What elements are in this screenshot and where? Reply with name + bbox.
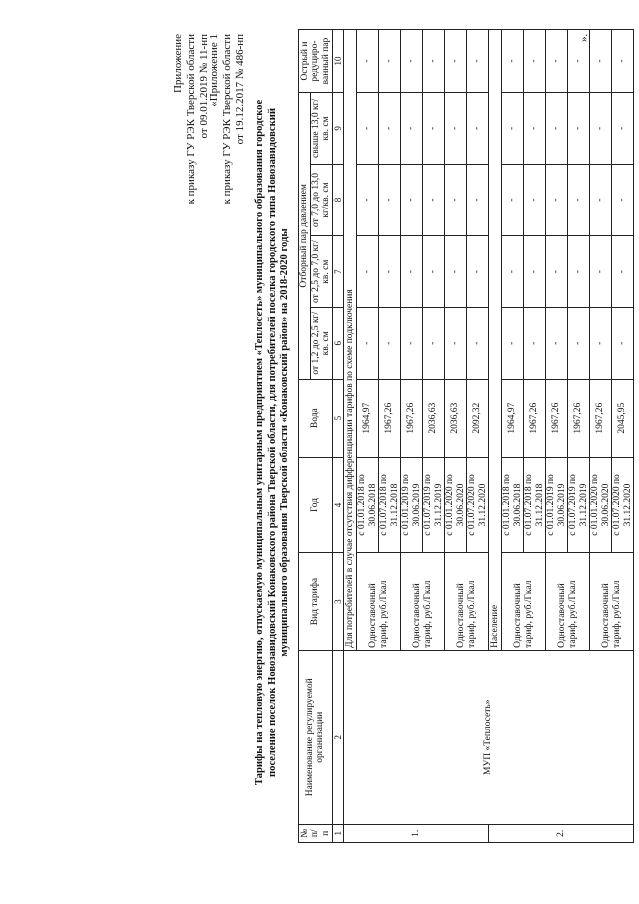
empty-value-cell: - <box>524 236 546 308</box>
column-number: 8 <box>332 164 344 236</box>
column-number: 9 <box>332 93 344 165</box>
empty-value-cell: - <box>568 236 590 308</box>
empty-value-cell: - <box>502 164 524 236</box>
empty-value-cell: - <box>612 30 634 93</box>
column-number: 4 <box>332 457 344 553</box>
water-tariff-cell: 1967,26 <box>379 379 401 457</box>
appendix-header <box>172 34 211 204</box>
empty-value-cell: - <box>379 93 401 165</box>
header-number: № п/ п <box>299 824 333 842</box>
empty-value-cell: - <box>612 164 634 236</box>
empty-value-cell: - <box>568 307 590 379</box>
period-cell: с 01.07.2018 по 31.12.2018 <box>379 457 401 553</box>
appendix-line: Приложение <box>172 34 184 94</box>
empty-value-cell: - <box>524 164 546 236</box>
empty-value-cell: - <box>568 30 590 93</box>
empty-value-cell: - <box>502 236 524 308</box>
closing-quote-mark: ». <box>578 33 590 42</box>
period-cell: с 01.01.2020 по 30.06.2020 <box>590 457 612 553</box>
tariff-type-cell: Одноставочный тариф, руб./Гкал <box>401 553 445 651</box>
appendix-line: к приказу ГУ РЭК Тверской области <box>185 34 197 205</box>
header-pressure-4: свыше 13,0 кг/кв. см <box>310 93 332 165</box>
empty-value-cell: - <box>546 30 568 93</box>
empty-value-cell: - <box>401 164 423 236</box>
empty-value-cell: - <box>502 30 524 93</box>
section-title: Для потребителей в случае отсутствия дифференциации тарифов по схеме подключения <box>344 30 357 651</box>
empty-value-cell: - <box>546 307 568 379</box>
water-tariff-cell: 2036,63 <box>445 379 467 457</box>
water-tariff-cell: 1967,26 <box>568 379 590 457</box>
empty-value-cell: - <box>546 236 568 308</box>
empty-value-cell: - <box>379 307 401 379</box>
title-line: муниципального образования Тверской области «Конаковский район» на 2018-2020 годы <box>279 228 290 657</box>
column-number: 6 <box>332 307 344 379</box>
column-number: 7 <box>332 236 344 308</box>
header-tariff-type: Вид тарифа <box>299 553 333 651</box>
period-cell: с 01.01.2020 по 30.06.2020 <box>445 457 467 553</box>
empty-value-cell: - <box>357 236 379 308</box>
empty-value-cell: - <box>590 164 612 236</box>
empty-value-cell: - <box>445 30 467 93</box>
empty-value-cell: - <box>590 93 612 165</box>
empty-value-cell: - <box>568 164 590 236</box>
period-cell: с 01.07.2020 по 31.12.2020 <box>467 457 489 553</box>
title-line: поселение поселок Новозавидовский Конаковского района Тверской области, для потребителей поселка городского типа Новозавидовский <box>266 108 278 777</box>
period-cell: с 01.01.2018 по 30.06.2018 <box>357 457 379 553</box>
tariff-type-cell: Одноставочный тариф, руб./Гкал <box>445 553 489 651</box>
empty-value-cell: - <box>357 30 379 93</box>
empty-value-cell: - <box>467 236 489 308</box>
water-tariff-cell: 1967,26 <box>524 379 546 457</box>
previous-appendix-line: от 19.12.2017 № 486-нп <box>234 34 246 145</box>
period-cell: с 01.01.2019 по 30.06.2019 <box>401 457 423 553</box>
empty-value-cell: - <box>590 236 612 308</box>
water-tariff-cell: 1964,97 <box>502 379 524 457</box>
empty-value-cell: - <box>423 236 445 308</box>
header-pressure-2: от 2,5 до 7,0 кг/кв. см <box>310 236 332 308</box>
empty-value-cell: - <box>445 164 467 236</box>
empty-value-cell: - <box>357 164 379 236</box>
column-number: 3 <box>332 553 344 651</box>
tariff-table <box>298 29 634 843</box>
title-line: Тарифы на тепловую энергию, отпускаемую муниципальным унитарным предприятием «Теплосеть» муниципального образования городское <box>254 99 265 786</box>
empty-value-cell: - <box>546 164 568 236</box>
section-number: 2. <box>489 824 634 842</box>
empty-value-cell: - <box>423 164 445 236</box>
header-pressure-3: от 7,0 до 13,0 кг/кв. см <box>310 164 332 236</box>
previous-appendix-header <box>208 34 247 204</box>
empty-value-cell: - <box>524 30 546 93</box>
column-number: 1 <box>332 824 344 842</box>
header-steam: Отборный пар давлением <box>299 93 311 380</box>
period-cell: с 01.07.2019 по 31.12.2019 <box>568 457 590 553</box>
column-number: 5 <box>332 379 344 457</box>
empty-value-cell: - <box>546 93 568 165</box>
empty-value-cell: - <box>612 93 634 165</box>
header-pressure-1: от 1,2 до 2,5 кг/кв. см <box>310 307 332 379</box>
tariff-type-cell: Одноставочный тариф, руб./Гкал <box>546 553 590 651</box>
empty-value-cell: - <box>445 307 467 379</box>
header-sharp-steam: Острый и редуциро-ванный пар <box>299 30 333 93</box>
empty-value-cell: - <box>357 93 379 165</box>
empty-value-cell: - <box>467 307 489 379</box>
empty-value-cell: - <box>445 93 467 165</box>
header-water: Вода <box>299 379 333 457</box>
period-cell: с 01.01.2018 по 30.06.2018 <box>502 457 524 553</box>
empty-value-cell: - <box>524 307 546 379</box>
water-tariff-cell: 1967,26 <box>590 379 612 457</box>
empty-value-cell: - <box>445 236 467 308</box>
empty-value-cell: - <box>423 307 445 379</box>
rotated-landscape-content <box>168 20 633 865</box>
water-tariff-cell: 2092,32 <box>467 379 489 457</box>
section-number: 1. <box>344 824 489 842</box>
period-cell: с 01.07.2020 по 31.12.2020 <box>612 457 634 553</box>
document-title <box>254 20 292 865</box>
tariff-type-cell: Одноставочный тариф, руб./Гкал <box>357 553 401 651</box>
empty-value-cell: - <box>612 236 634 308</box>
appendix-line: от 09.01.2019 № 11-нп <box>198 34 210 139</box>
empty-value-cell: - <box>379 30 401 93</box>
empty-value-cell: - <box>379 236 401 308</box>
tariff-type-cell: Одноставочный тариф, руб./Гкал <box>590 553 634 651</box>
tariff-type-cell: Одноставочный тариф, руб./Гкал <box>502 553 546 651</box>
empty-value-cell: - <box>612 307 634 379</box>
empty-value-cell: - <box>423 93 445 165</box>
empty-value-cell: - <box>502 307 524 379</box>
organization-name: МУП «Теплосеть» <box>344 650 634 824</box>
empty-value-cell: - <box>568 93 590 165</box>
section-row <box>344 30 357 843</box>
empty-value-cell: - <box>401 30 423 93</box>
previous-appendix-line: «Приложение 1 <box>208 34 220 107</box>
empty-value-cell: - <box>357 307 379 379</box>
empty-value-cell: - <box>590 307 612 379</box>
header-organization: Наименование регулируемой организации <box>299 650 333 824</box>
empty-value-cell: - <box>467 164 489 236</box>
empty-value-cell: - <box>467 93 489 165</box>
column-number: 10 <box>332 30 344 93</box>
period-cell: с 01.01.2019 по 30.06.2019 <box>546 457 568 553</box>
water-tariff-cell: 2045,95 <box>612 379 634 457</box>
empty-value-cell: - <box>590 30 612 93</box>
water-tariff-cell: 1964,97 <box>357 379 379 457</box>
section-title: Население <box>489 30 502 651</box>
empty-value-cell: - <box>524 93 546 165</box>
previous-appendix-line: к приказу ГУ РЭК Тверской области <box>221 34 233 205</box>
empty-value-cell: - <box>379 164 401 236</box>
water-tariff-cell: 1967,26 <box>546 379 568 457</box>
water-tariff-cell: 1967,26 <box>401 379 423 457</box>
period-cell: с 01.07.2018 по 31.12.2018 <box>524 457 546 553</box>
empty-value-cell: - <box>423 30 445 93</box>
empty-value-cell: - <box>401 93 423 165</box>
period-cell: с 01.07.2019 по 31.12.2019 <box>423 457 445 553</box>
header-year: Год <box>299 457 333 553</box>
empty-value-cell: - <box>467 30 489 93</box>
empty-value-cell: - <box>401 236 423 308</box>
empty-value-cell: - <box>401 307 423 379</box>
water-tariff-cell: 2036,63 <box>423 379 445 457</box>
empty-value-cell: - <box>502 93 524 165</box>
tariff-table-body <box>344 30 634 843</box>
column-number: 2 <box>332 650 344 824</box>
